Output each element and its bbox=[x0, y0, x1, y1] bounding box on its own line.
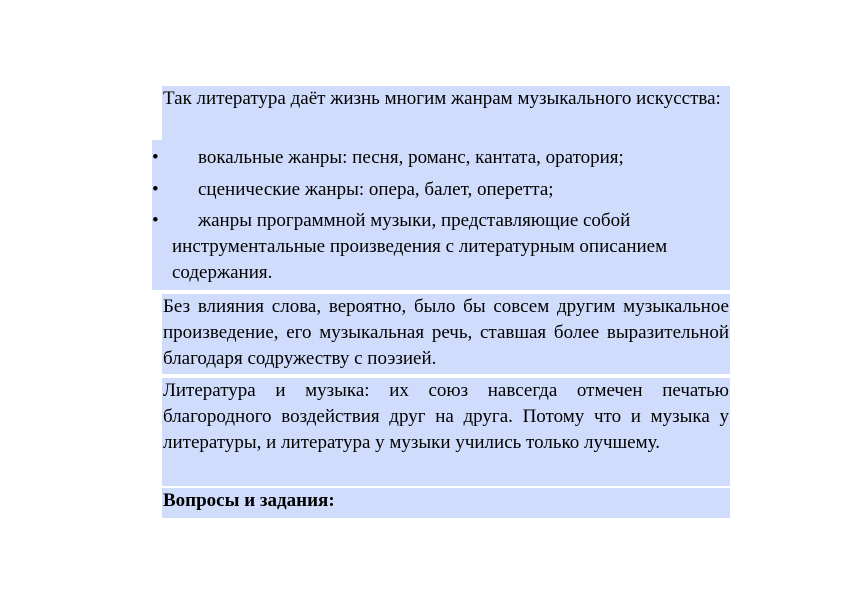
union-paragraph: Литература и музыка: их союз навсегда отмечен печатью благородного воздействия друг на друга. Потому что и музыка у литературы, и литература у музыки учились только лучшему. bbox=[162, 378, 730, 486]
list-item-text: сценические жанры: опера, балет, оперетта; bbox=[198, 179, 554, 200]
list-item-text: жанры программной музыки, представляющие собой инструментальные произведения с литературным описанием содержания. bbox=[172, 210, 668, 283]
intro-paragraph: Так литература даёт жизнь многим жанрам музыкального искусства: bbox=[162, 86, 730, 140]
influence-paragraph: Без влияния слова, вероятно, было бы совсем другим музыкальное произведение, его музыкальная речь, ставшая более выразительной благодаря содружеству с поэзией. bbox=[162, 294, 730, 374]
questions-heading: Вопросы и задания: bbox=[162, 488, 730, 518]
bullet-icon: • bbox=[152, 147, 159, 168]
bullet-icon: • bbox=[152, 179, 159, 200]
bullet-icon: • bbox=[152, 210, 159, 231]
list-item-text: вокальные жанры: песня, романс, кантата, оратория; bbox=[198, 147, 624, 168]
